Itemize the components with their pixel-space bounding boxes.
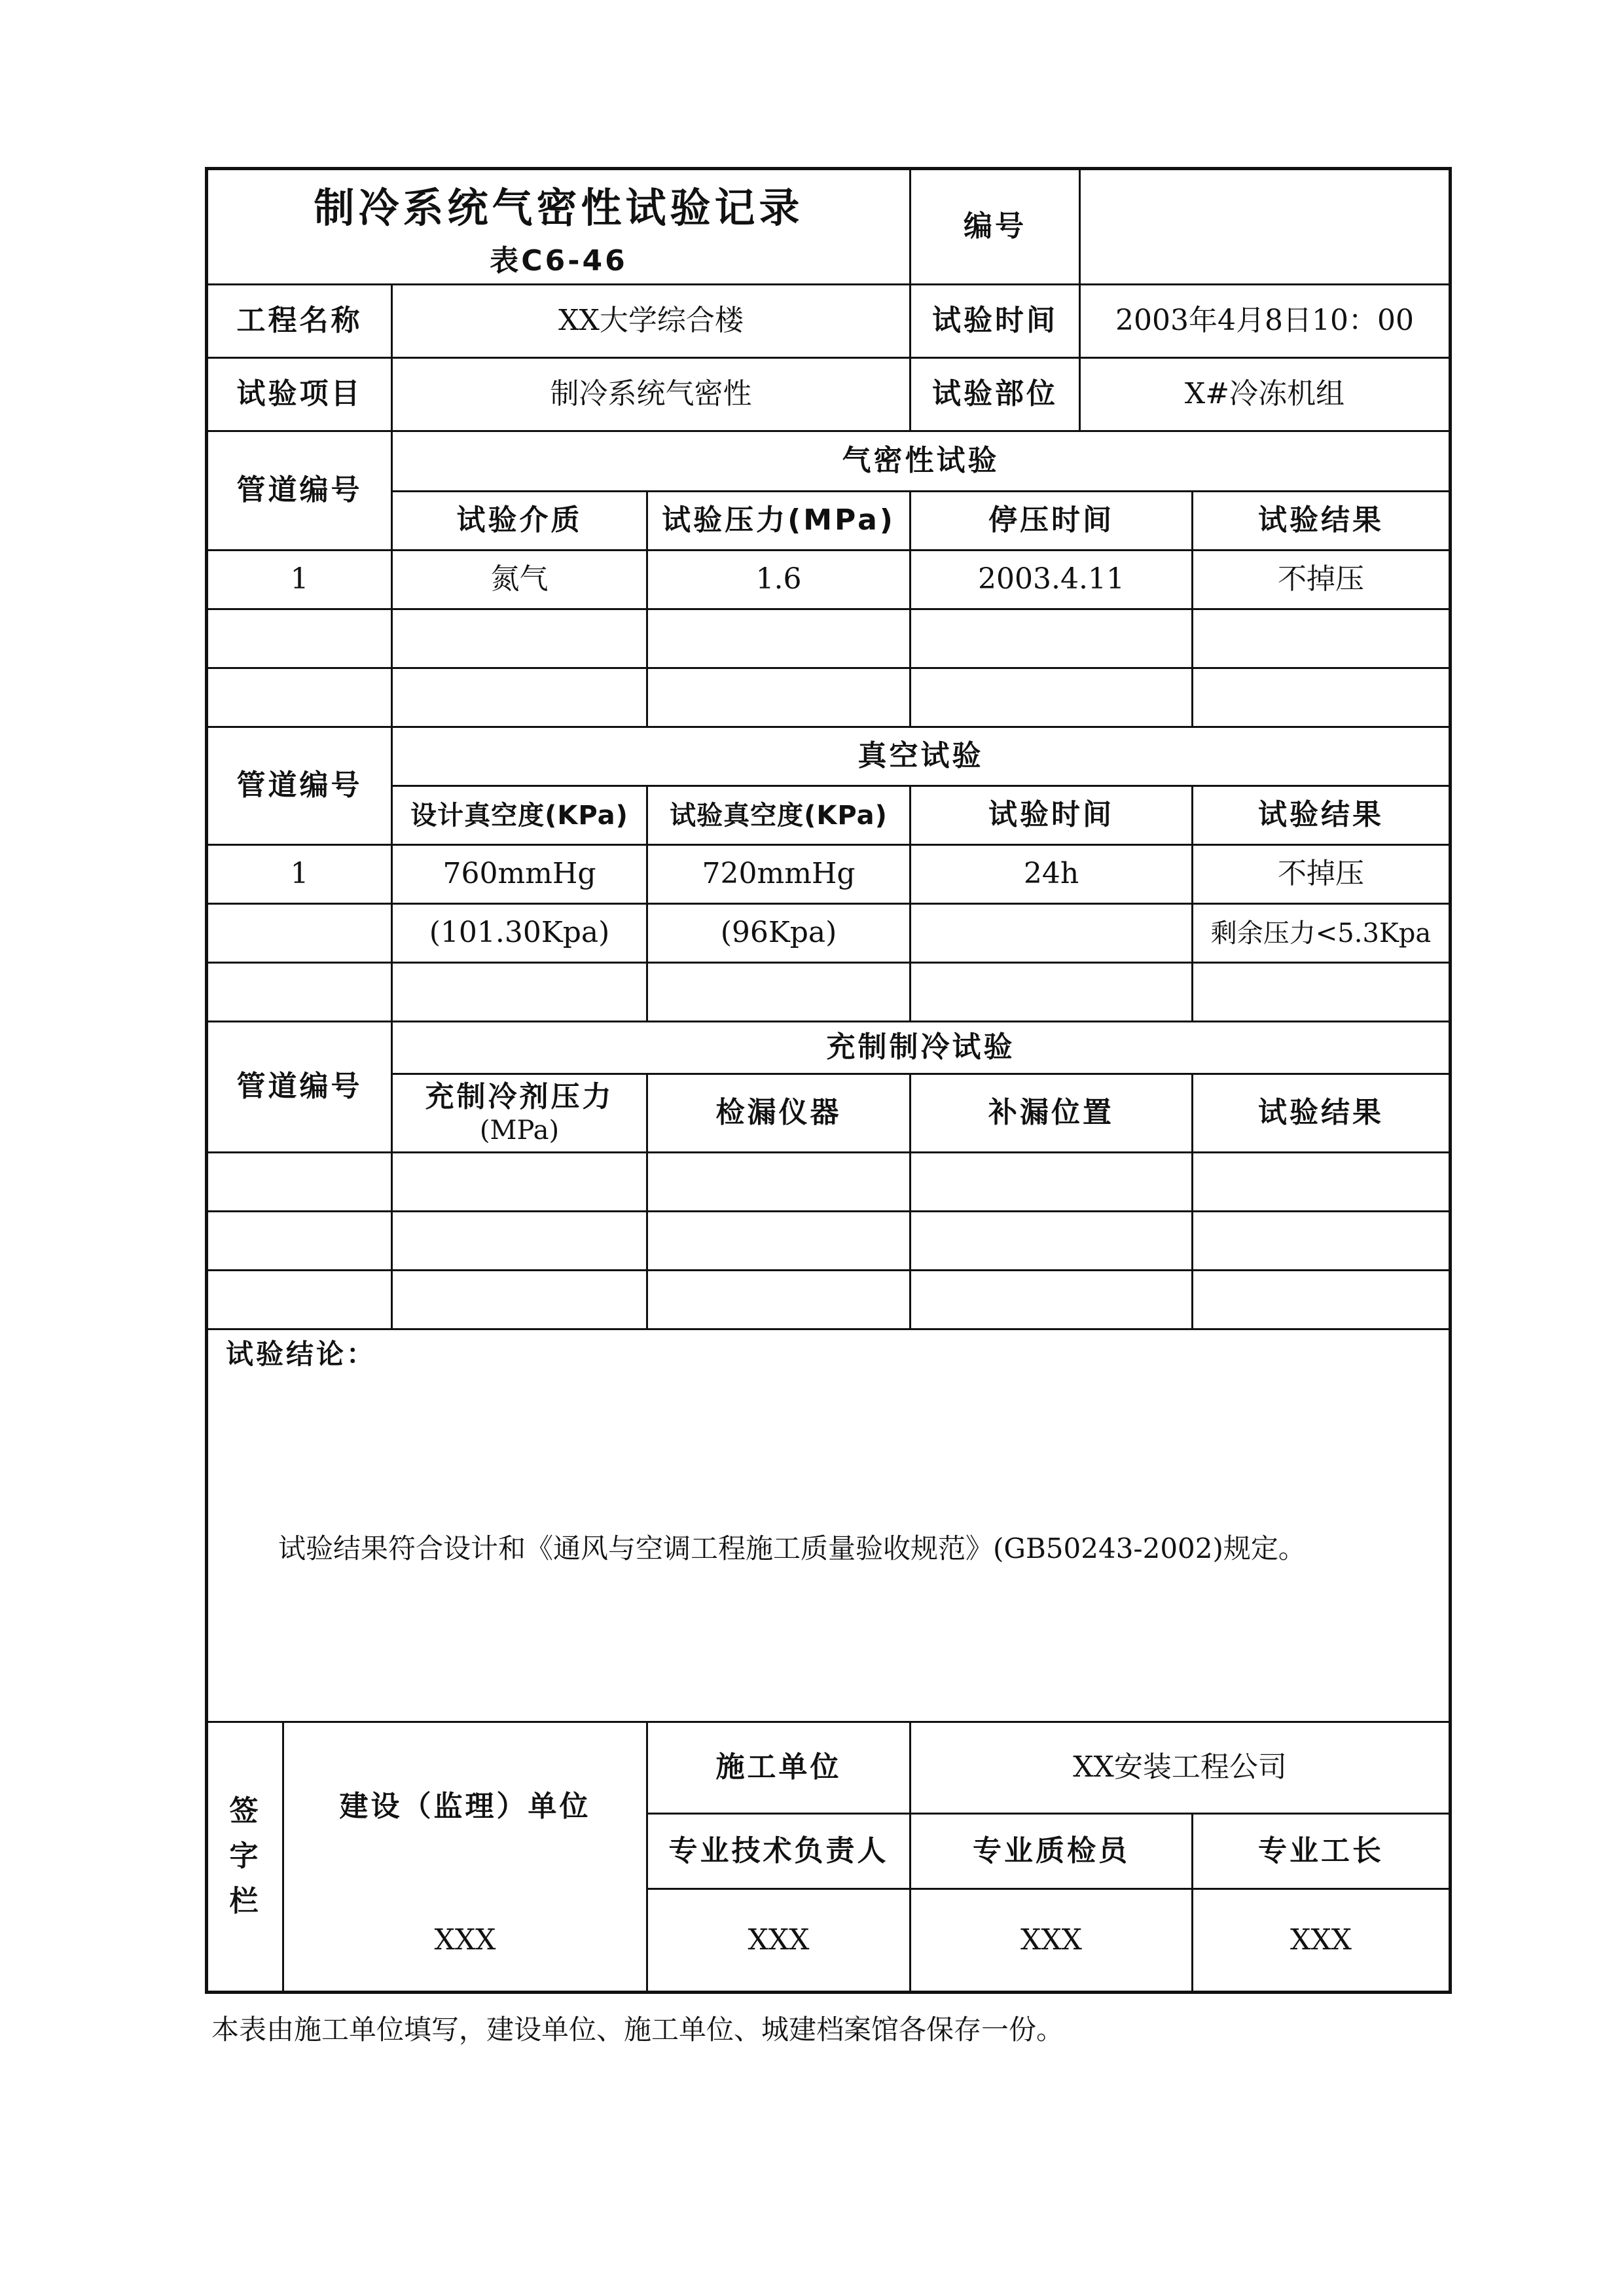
quality-inspector-signature[interactable]: XXX	[1020, 1923, 1082, 1957]
form-code: 表C6-46	[490, 244, 628, 278]
test-location-label: 试验部位	[932, 377, 1058, 411]
table-cell[interactable]: 1	[290, 857, 309, 891]
table-cell[interactable]: 1	[290, 562, 309, 596]
table-cell[interactable]	[393, 610, 646, 667]
table-cell[interactable]: 1.6	[755, 562, 802, 596]
table-cell[interactable]	[648, 1153, 909, 1210]
quality-inspector-label: 专业质检员	[973, 1834, 1130, 1868]
table-cell[interactable]: 剩余压力<5.3Kpa	[1210, 918, 1432, 949]
table-cell[interactable]	[648, 669, 909, 726]
table-cell[interactable]: (96Kpa)	[720, 916, 837, 950]
charge-header: 试验结果	[1258, 1096, 1384, 1130]
table-cell[interactable]: 2003.4.11	[978, 562, 1125, 596]
charge-header-pressure-line2: (MPa)	[479, 1115, 560, 1146]
test-record-form	[205, 167, 1452, 1994]
table-cell[interactable]	[1193, 610, 1449, 667]
vacuum-section-title: 真空试验	[857, 739, 984, 773]
charge-section-title: 充制制冷试验	[826, 1030, 1015, 1064]
table-cell[interactable]	[1193, 1271, 1449, 1328]
table-cell[interactable]: 760mmHg	[442, 857, 596, 891]
vacuum-pipe-label: 管道编号	[236, 768, 363, 803]
table-cell[interactable]: 不掉压	[1278, 562, 1364, 596]
vacuum-header: 试验时间	[988, 798, 1114, 832]
charge-header: 检漏仪器	[715, 1096, 842, 1130]
test-item-label: 试验项目	[236, 377, 363, 411]
charge-header-pressure	[393, 1075, 646, 1151]
airtight-header: 试验压力(MPa)	[662, 503, 895, 537]
signature-side-char: 栏	[229, 1884, 261, 1918]
table-cell[interactable]	[648, 964, 909, 1021]
airtight-pipe-label: 管道编号	[236, 473, 363, 507]
table-cell[interactable]	[911, 1212, 1191, 1269]
table-cell[interactable]	[208, 964, 391, 1021]
table-cell[interactable]: 氮气	[490, 562, 549, 596]
table-cell[interactable]	[911, 1153, 1191, 1210]
table-cell[interactable]	[911, 964, 1191, 1021]
owner-label: 建设（监理）单位	[339, 1790, 591, 1824]
foreman-signature[interactable]: XXX	[1290, 1923, 1352, 1957]
airtight-header: 停压时间	[988, 503, 1114, 537]
table-cell[interactable]	[911, 669, 1191, 726]
airtight-header: 试验介质	[456, 503, 583, 537]
table-cell[interactable]	[1193, 1212, 1449, 1269]
footer-note: 本表由施工单位填写，建设单位、施工单位、城建档案馆各保存一份。	[211, 2014, 1064, 2046]
tech-lead-label: 专业技术负责人	[668, 1834, 889, 1868]
charge-header-pressure-line1: 充制冷剂压力	[425, 1080, 614, 1114]
form-title: 制冷系统气密性试验记录	[314, 183, 804, 232]
project-value[interactable]: XX大学综合楼	[558, 304, 744, 338]
table-cell[interactable]: 24h	[1023, 857, 1079, 891]
table-cell[interactable]: 720mmHg	[702, 857, 856, 891]
table-cell[interactable]	[648, 1212, 909, 1269]
vacuum-header: 试验结果	[1258, 798, 1384, 832]
contractor-label: 施工单位	[715, 1750, 842, 1784]
table-cell[interactable]	[911, 610, 1191, 667]
signature-side-label	[208, 1723, 282, 1991]
table-cell[interactable]	[1193, 1153, 1449, 1210]
table-cell[interactable]	[1193, 964, 1449, 1021]
conclusion-label: 试验结论：	[226, 1338, 377, 1370]
table-cell[interactable]	[208, 669, 391, 726]
tech-lead-signature[interactable]: XXX	[748, 1923, 810, 1957]
vacuum-header: 设计真空度(KPa)	[410, 800, 628, 831]
test-time-value[interactable]: 2003年4月8日10：00	[1115, 304, 1414, 338]
table-cell[interactable]	[393, 669, 646, 726]
test-time-label: 试验时间	[932, 304, 1058, 338]
project-label: 工程名称	[236, 304, 363, 338]
conclusion-text[interactable]: 试验结果符合设计和《通风与空调工程施工质量验收规范》(GB50243-2002)规定。	[278, 1532, 1306, 1564]
vacuum-header: 试验真空度(KPa)	[670, 800, 888, 831]
airtight-section-title: 气密性试验	[842, 444, 1000, 478]
table-cell[interactable]	[911, 1271, 1191, 1328]
test-item-value[interactable]: 制冷系统气密性	[550, 377, 752, 411]
table-cell[interactable]	[208, 1153, 391, 1210]
charge-pipe-label: 管道编号	[236, 1070, 363, 1104]
table-cell[interactable]	[393, 1271, 646, 1328]
signature-side-char: 签	[229, 1794, 261, 1828]
foreman-label: 专业工长	[1258, 1834, 1384, 1868]
table-cell[interactable]	[208, 1212, 391, 1269]
table-cell[interactable]	[393, 964, 646, 1021]
table-cell[interactable]	[648, 610, 909, 667]
contractor-value[interactable]: XX安装工程公司	[1073, 1750, 1287, 1784]
number-field[interactable]	[1081, 170, 1449, 283]
table-cell[interactable]: 不掉压	[1278, 857, 1364, 891]
table-cell[interactable]	[208, 905, 391, 962]
owner-signature[interactable]: XXX	[434, 1923, 496, 1957]
table-cell[interactable]	[1193, 669, 1449, 726]
signature-side-char: 字	[229, 1839, 261, 1873]
table-cell[interactable]	[393, 1212, 646, 1269]
rule-line	[208, 1328, 1449, 1330]
table-cell[interactable]	[648, 1271, 909, 1328]
table-cell[interactable]	[208, 610, 391, 667]
table-cell[interactable]	[393, 1153, 646, 1210]
charge-header: 补漏位置	[988, 1096, 1114, 1130]
table-cell[interactable]	[911, 905, 1191, 962]
test-location-value[interactable]: X#冷冻机组	[1184, 377, 1345, 411]
table-cell[interactable]	[208, 1271, 391, 1328]
number-label: 编号	[964, 209, 1026, 244]
airtight-header: 试验结果	[1258, 503, 1384, 537]
table-cell[interactable]: (101.30Kpa)	[429, 916, 610, 950]
